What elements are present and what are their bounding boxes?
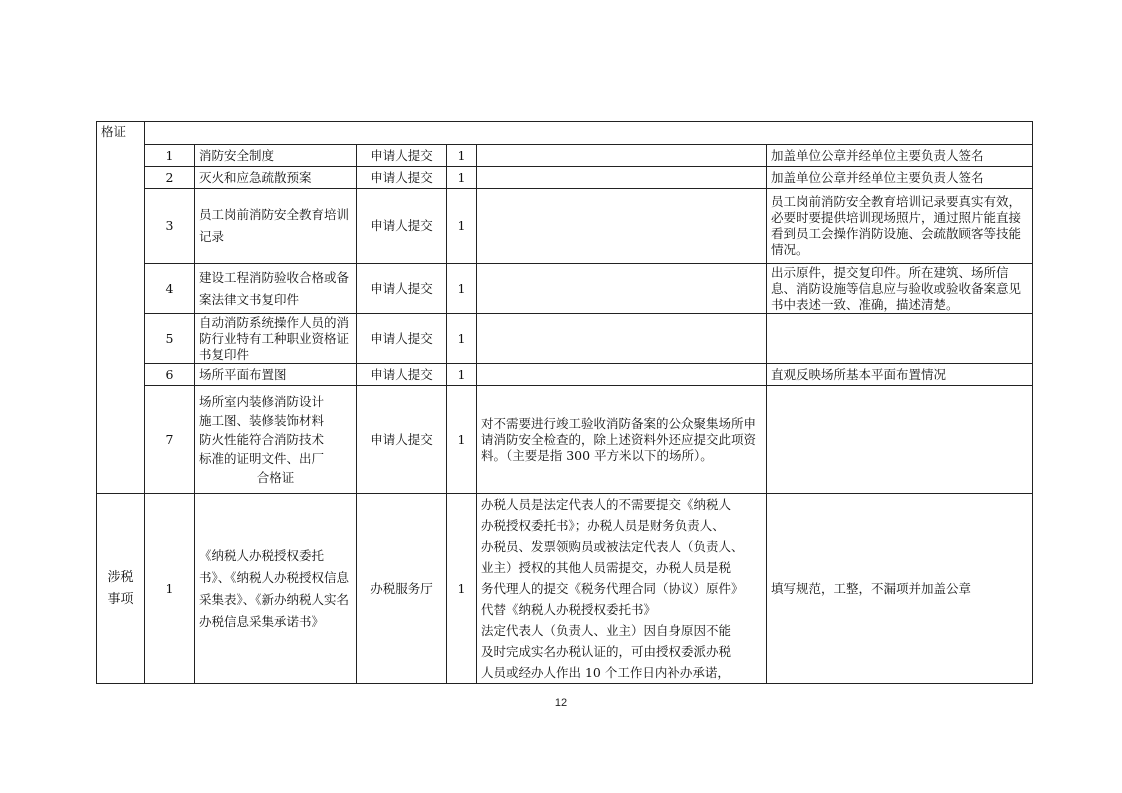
quantity-cell: 1 xyxy=(447,145,477,167)
requirement-cell: 出示原件，提交复印件。所在建筑、场所信息、消防设施等信息应与验收或验收备案意见书中表述一致、准确，描述清楚。 xyxy=(767,264,1033,314)
source-cell: 申请人提交 xyxy=(357,189,447,264)
note-line: 办税员、发票领购员或被法定代表人（负责人、 xyxy=(481,539,744,554)
material-line: 标准的证明文件、出厂 xyxy=(199,451,325,466)
source-cell: 申请人提交 xyxy=(357,364,447,386)
note-cell xyxy=(477,494,767,684)
note-line: 业主）授权的其他人员需提交，办税人员是税 xyxy=(481,560,732,575)
table-body xyxy=(97,122,1033,684)
table-row xyxy=(97,364,1033,386)
note-line: 法定代表人（负责人、业主）因自身原因不能 xyxy=(481,623,732,638)
table-row xyxy=(97,122,1033,145)
category-cell xyxy=(97,364,145,386)
source-cell: 申请人提交 xyxy=(357,314,447,364)
page-number: 12 xyxy=(554,697,568,709)
row-number: 1 xyxy=(145,494,195,684)
source-cell: 办税服务厅 xyxy=(357,494,447,684)
material-name: 《纳税人办税授权委托书》、《纳税人办税授权信息采集表》、《新办纳税人实名办税信息采集承诺书》 xyxy=(195,494,357,684)
note-cell xyxy=(477,145,767,167)
row-number: 4 xyxy=(145,264,195,314)
source-cell: 申请人提交 xyxy=(357,145,447,167)
note-cell: 对不需要进行竣工验收消防备案的公众聚集场所申请消防安全检查的，除上述资料外还应提交此项资料。（主要是指 300 平方米以下的场所）。 xyxy=(477,386,767,494)
note-line: 务代理人的提交《税务代理合同（协议）原件》 xyxy=(481,581,744,596)
empty-merged-cell xyxy=(145,122,1033,145)
category-line: 事项 xyxy=(107,591,134,607)
note-line: 代替《纳税人办税授权委托书》 xyxy=(481,602,657,617)
note-line: 办税人员是法定代表人的不需要提交《纳税人 xyxy=(481,497,732,512)
note-line: 人员或经办人作出 10 个工作日内补办承诺， xyxy=(481,665,730,680)
requirement-cell: 员工岗前消防安全教育培训记录要真实有效，必要时要提供培训现场照片，通过照片能直接看到员工会操作消防设施、会疏散顾客等技能情况。 xyxy=(767,189,1033,264)
material-name: 灭火和应急疏散预案 xyxy=(195,167,357,189)
table-row xyxy=(97,167,1033,189)
table-row xyxy=(97,264,1033,314)
requirement-cell: 加盖单位公章并经单位主要负责人签名 xyxy=(767,145,1033,167)
table-row xyxy=(97,145,1033,167)
note-cell xyxy=(477,264,767,314)
material-line: 合格证 xyxy=(256,470,295,485)
quantity-cell: 1 xyxy=(447,494,477,684)
row-number: 3 xyxy=(145,189,195,264)
row-number: 7 xyxy=(145,386,195,494)
requirement-cell xyxy=(767,386,1033,494)
material-name: 员工岗前消防安全教育培训记录 xyxy=(195,189,357,264)
quantity-cell: 1 xyxy=(447,364,477,386)
quantity-cell: 1 xyxy=(447,386,477,494)
note-line: 办税授权委托书》；办税人员是财务负责人、 xyxy=(481,518,725,533)
material-name: 自动消防系统操作人员的消防行业特有工种职业资格证书复印件 xyxy=(195,314,357,364)
category-cell xyxy=(97,189,145,264)
material-name xyxy=(195,386,357,494)
row-number: 2 xyxy=(145,167,195,189)
source-cell: 申请人提交 xyxy=(357,167,447,189)
material-line: 防火性能符合消防技术 xyxy=(199,432,325,447)
requirement-cell xyxy=(767,314,1033,364)
row-number: 1 xyxy=(145,145,195,167)
category-cell xyxy=(97,386,145,494)
material-line: 施工图、装修装饰材料 xyxy=(199,413,325,428)
category-cell xyxy=(97,167,145,189)
row-number: 6 xyxy=(145,364,195,386)
quantity-cell: 1 xyxy=(447,167,477,189)
table-row xyxy=(97,386,1033,494)
note-cell xyxy=(477,189,767,264)
quantity-cell: 1 xyxy=(447,189,477,264)
table-row xyxy=(97,314,1033,364)
category-cell: 格证 xyxy=(97,122,145,145)
source-cell: 申请人提交 xyxy=(357,264,447,314)
row-number: 5 xyxy=(145,314,195,364)
document-table xyxy=(96,121,1033,684)
table-row xyxy=(97,494,1033,684)
material-name: 建设工程消防验收合格或备案法律文书复印件 xyxy=(195,264,357,314)
material-line: 场所室内装修消防设计 xyxy=(199,394,325,409)
table-row xyxy=(97,189,1033,264)
note-line: 及时完成实名办税认证的，可由授权委派办税 xyxy=(481,644,732,659)
category-cell xyxy=(97,314,145,364)
quantity-cell: 1 xyxy=(447,314,477,364)
note-cell xyxy=(477,167,767,189)
note-cell xyxy=(477,314,767,364)
quantity-cell: 1 xyxy=(447,264,477,314)
material-name: 消防安全制度 xyxy=(195,145,357,167)
source-cell: 申请人提交 xyxy=(357,386,447,494)
category-line: 涉税 xyxy=(107,569,134,585)
category-cell xyxy=(97,264,145,314)
material-name: 场所平面布置图 xyxy=(195,364,357,386)
requirement-cell: 直观反映场所基本平面布置情况 xyxy=(767,364,1033,386)
note-cell xyxy=(477,364,767,386)
requirement-cell: 填写规范，工整，不漏项并加盖公章 xyxy=(767,494,1033,684)
category-cell xyxy=(97,145,145,167)
category-cell xyxy=(97,494,145,684)
requirement-cell: 加盖单位公章并经单位主要负责人签名 xyxy=(767,167,1033,189)
